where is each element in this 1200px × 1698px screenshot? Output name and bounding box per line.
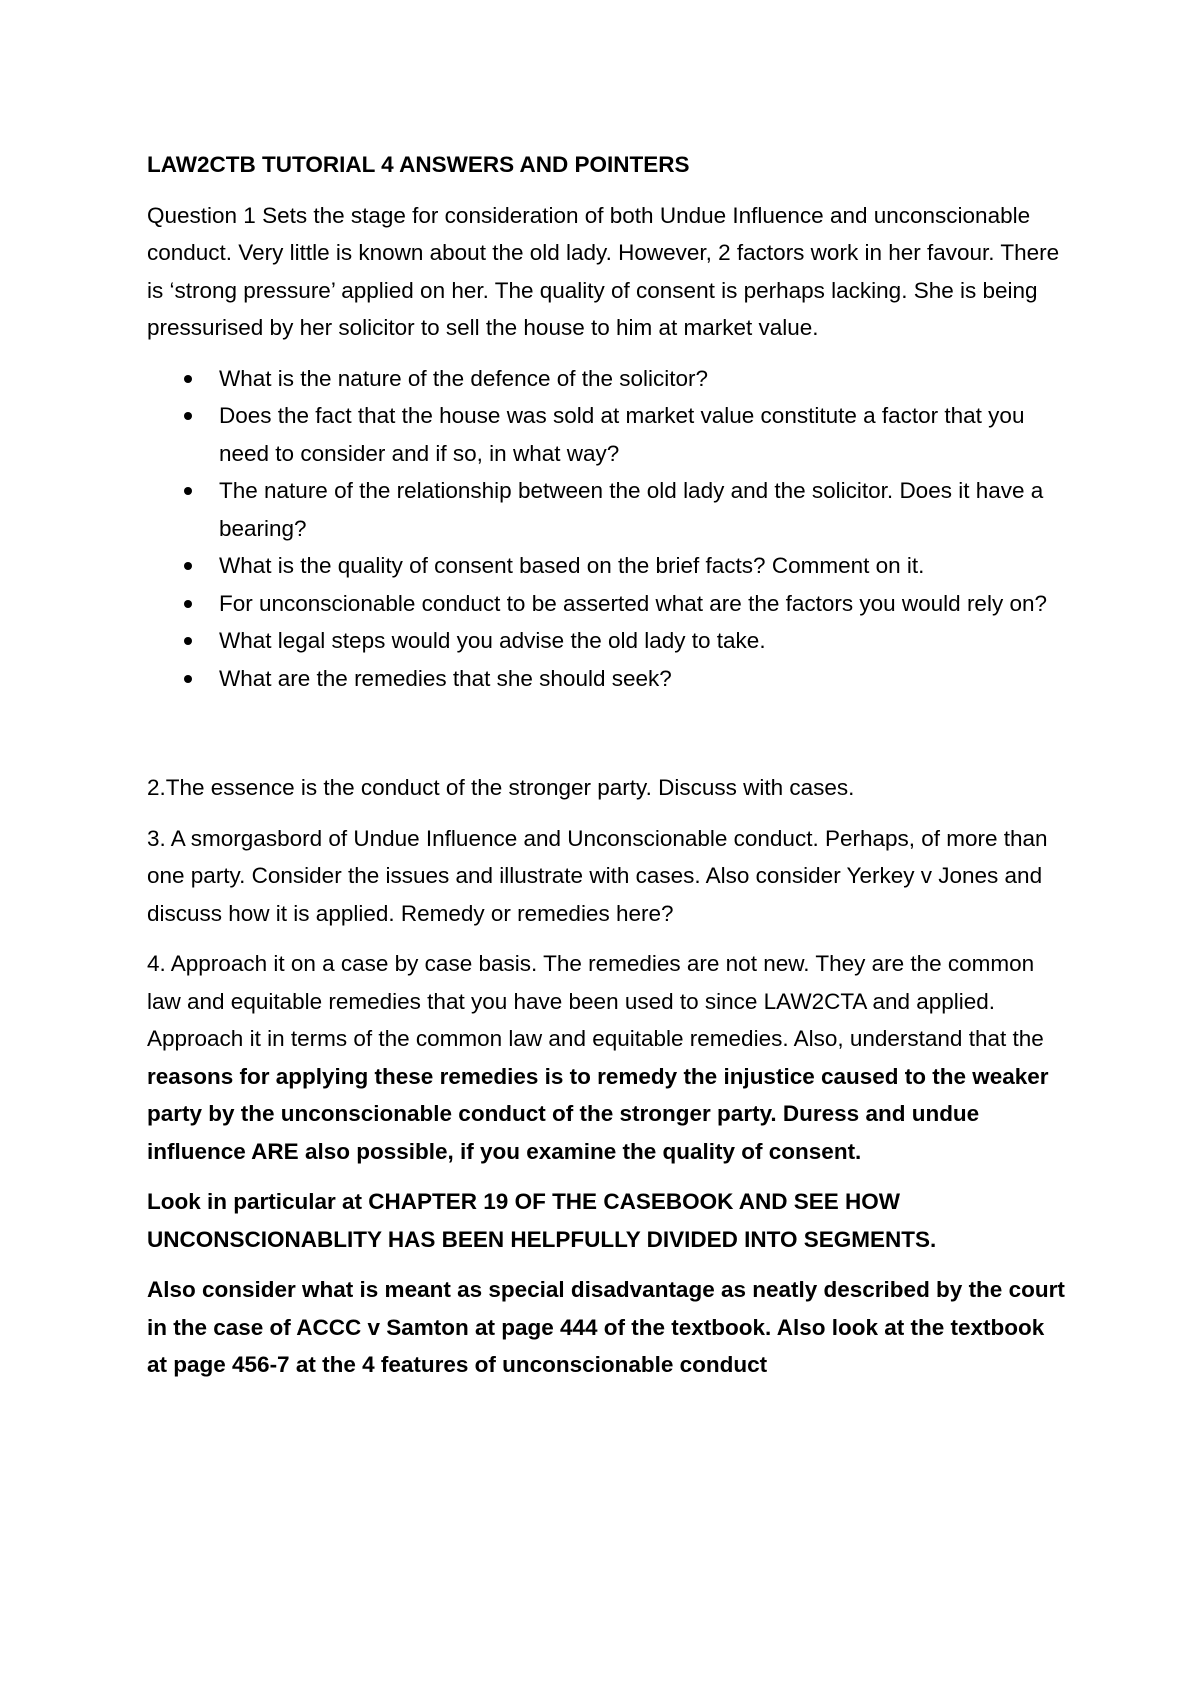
list-item <box>147 360 1067 398</box>
question-1-bullet-list <box>147 360 1067 698</box>
bullet-icon <box>184 562 192 570</box>
question-4-text: 4. Approach it on a case by case basis. The remedies are not new. They are the common law and equitable remedies that you have been used to since LAW2CTA and applied. Approach it in terms of the common law and equitable remedies. Also, understand that the <box>147 951 1044 1051</box>
list-item <box>147 622 1067 660</box>
list-item-text: The nature of the relationship between the old lady and the solicitor. Does it have a bearing? <box>219 478 1044 541</box>
bullet-icon <box>184 675 192 683</box>
question-3: 3. A smorgasbord of Undue Influence and Unconscionable conduct. Perhaps, of more than one party. Consider the issues and illustrate with cases. Also consider Yerkey v Jones and discuss how it is applied. Remedy or remedies here? <box>147 825 1048 926</box>
bullet-icon <box>184 375 192 383</box>
list-item <box>147 547 1067 585</box>
list-item-text: What are the remedies that she should seek? <box>219 665 672 691</box>
list-item <box>147 472 1067 547</box>
question-4-emphasis: reasons for applying these remedies is to remedy the injustice caused to the weaker party by the unconscionable conduct of the stronger party. Duress and undue influence ARE also possible, if you examine the quality of consent. <box>147 1063 1049 1164</box>
list-item-text: Does the fact that the house was sold at market value constitute a factor that you need to consider and if so, in what way? <box>219 403 1025 466</box>
bullet-icon <box>184 600 192 608</box>
question-2: 2.The essence is the conduct of the stronger party. Discuss with cases. <box>147 775 855 800</box>
bullet-icon <box>184 487 192 495</box>
chapter-note-text: Look in particular at CHAPTER 19 OF THE CASEBOOK AND SEE HOW UNCONSCIONABLITY HAS BEEN HELPFULLY DIVIDED INTO SEGMENTS. <box>147 1189 937 1252</box>
bullet-icon <box>184 412 192 420</box>
chapter-note <box>147 1183 1067 1258</box>
list-item <box>147 660 1067 698</box>
list-item-text: What is the nature of the defence of the solicitor? <box>219 365 709 391</box>
question-4 <box>147 945 1067 1170</box>
special-disadvantage-note <box>147 1271 1067 1384</box>
special-disadvantage-note-text: Also consider what is meant as special disadvantage as neatly described by the court in the case of ACCC v Samton at page 444 of the textbook. Also look at the textbook at page 456-7 at the 4 features of unconscionable conduct <box>147 1277 1065 1377</box>
list-item <box>147 397 1067 472</box>
bullet-icon <box>184 637 192 645</box>
list-item-text: What legal steps would you advise the old lady to take. <box>219 628 766 653</box>
spacer <box>147 697 1067 769</box>
list-item <box>147 585 1067 623</box>
list-item-text: For unconscionable conduct to be asserted what are the factors you would rely on? <box>219 590 1047 616</box>
question-1-intro: Question 1 Sets the stage for consideration of both Undue Influence and unconscionable conduct. Very little is known about the old lady. However, 2 factors work in her favour. There is ‘strong pressure’ applied on her. The quality of consent is perhaps lacking. She is being pressurised by her solicitor to sell the house to him at market value. <box>147 202 1060 340</box>
document-title: LAW2CTB TUTORIAL 4 ANSWERS AND POINTERS <box>147 152 690 177</box>
document-body <box>147 146 1067 1397</box>
list-item-text: What is the quality of consent based on the brief facts? Comment on it. <box>219 553 925 578</box>
